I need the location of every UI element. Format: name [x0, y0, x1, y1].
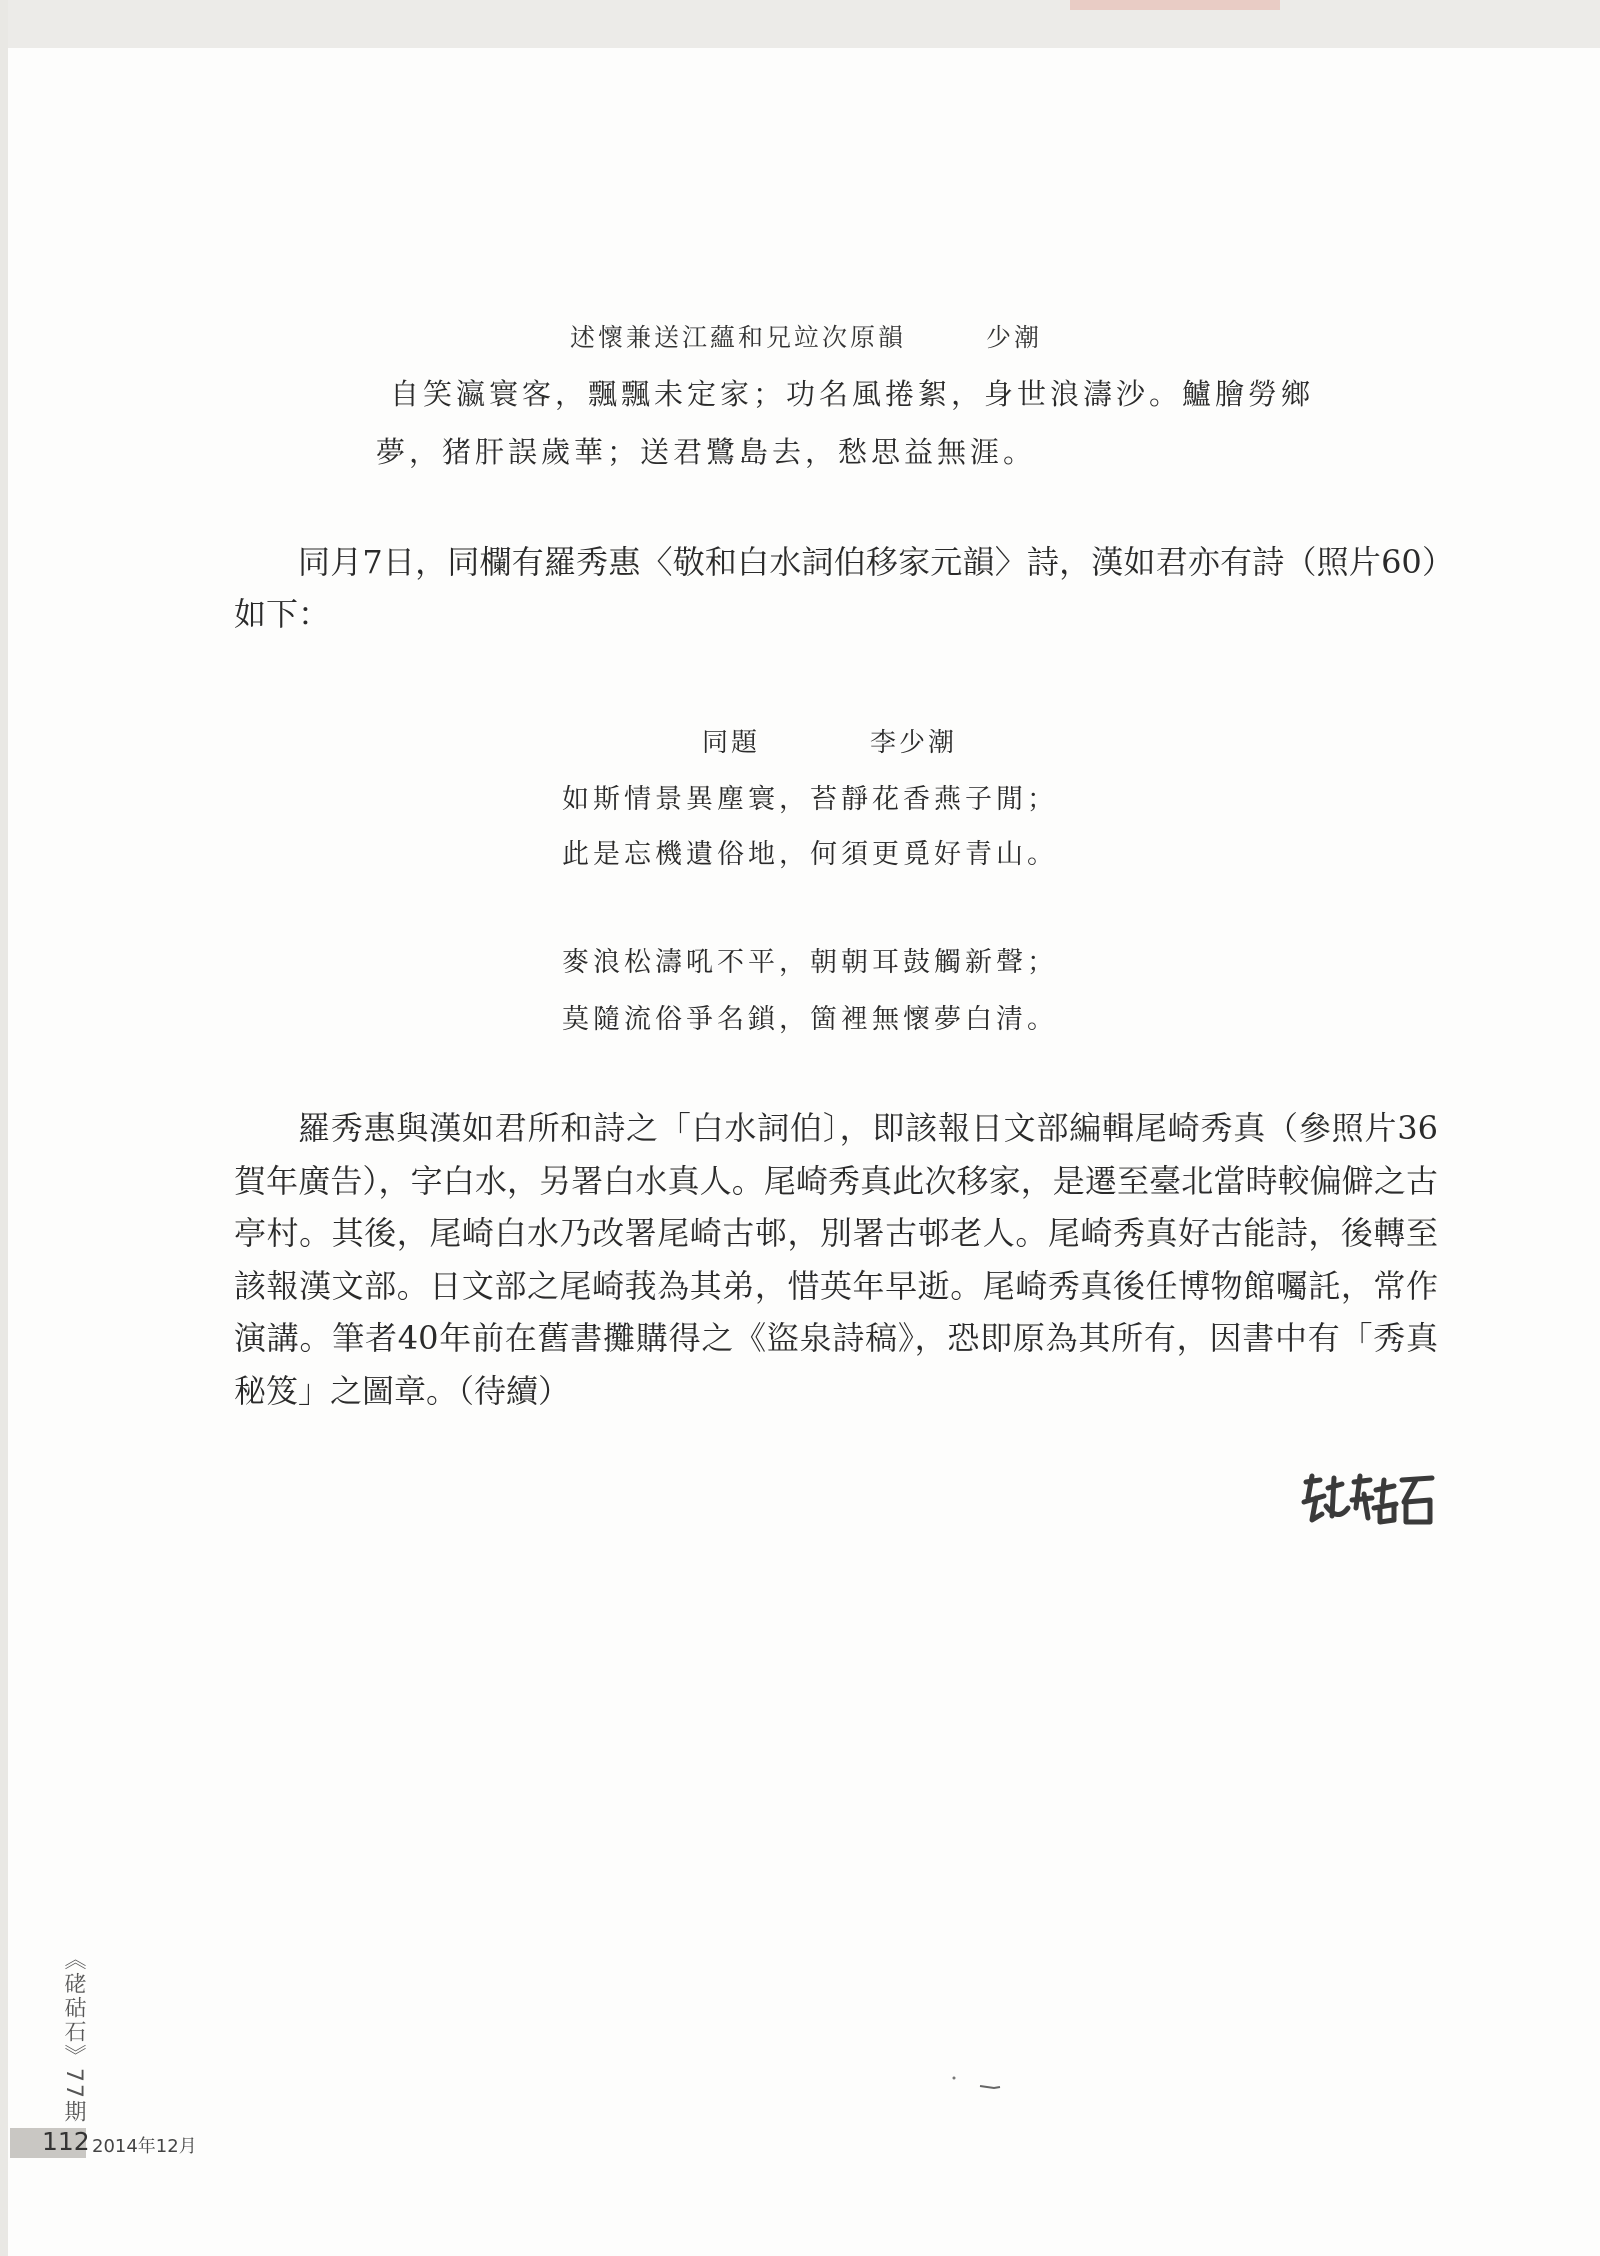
poem2-title-line [702, 722, 957, 759]
poem2-line: 此是忘機遺俗地，何須更覓好青山。 [562, 839, 1058, 870]
poem1-title: 述懷兼送江蘊和兄竝次原韻 [570, 323, 907, 352]
poem2-title: 同題 [702, 728, 761, 758]
magazine-name: 《硓𥑮石》77期 [61, 1948, 86, 2124]
scan-edge-mark [1070, 0, 1280, 10]
poem1-line: 夢，猪肝誤歲華；送君鷺島去，愁思益無涯。 [376, 435, 1037, 469]
poem2-line: 莫隨流俗爭名鎖，箇裡無懷夢白清。 [562, 1004, 1058, 1035]
scan-specks [950, 2074, 1010, 2094]
poem2-line: 如斯情景異塵寰，苔靜花香燕子閒； [562, 784, 1058, 815]
body-paragraph: 羅秀惠與漢如君所和詩之「白水詞伯〕，即該報日文部編輯尾崎秀真（參照片36賀年廣告），字白水，另署白水真人。尾崎秀真此次移家，是遷至臺北當時較偏僻之古亭村。其後，尾崎白水乃改署尾崎古邨，別署古邨老人。尾崎秀真好古能詩，後轉至該報漢文部。日文部之尾崎莪為其弟，惜英年早逝。尾崎秀真後任博物館囑託，常作演講。筆者40年前在舊書攤購得之《盜泉詩稿》，恐即原為其所有，因書中有「秀真秘笈」之圖章。（待續） [234, 1109, 1438, 1410]
scan-top-strip [0, 0, 1600, 48]
calligraphy-signature-logo [1298, 1468, 1438, 1528]
poem2-author: 李少潮 [870, 728, 958, 758]
poem1-line: 自笑瀛寰客，飄飄未定家；功名風捲絮，身世浪濤沙。鱸膾勞鄉 [390, 377, 1315, 411]
scan-left-edge [0, 0, 8, 2256]
page-number: 112 [42, 2127, 90, 2156]
body-paragraph: 同月7日，同欄有羅秀惠〈敬和白水詞伯移家元韻〉詩，漢如君亦有詩（照片60）如下： [234, 543, 1438, 633]
poem1-title-line [570, 318, 1042, 354]
issue-date: 2014年12月 [92, 2136, 197, 2157]
poem2-line: 麥浪松濤吼不平，朝朝耳鼓觸新聲； [562, 947, 1058, 978]
poem1-author: 少潮 [986, 323, 1043, 352]
